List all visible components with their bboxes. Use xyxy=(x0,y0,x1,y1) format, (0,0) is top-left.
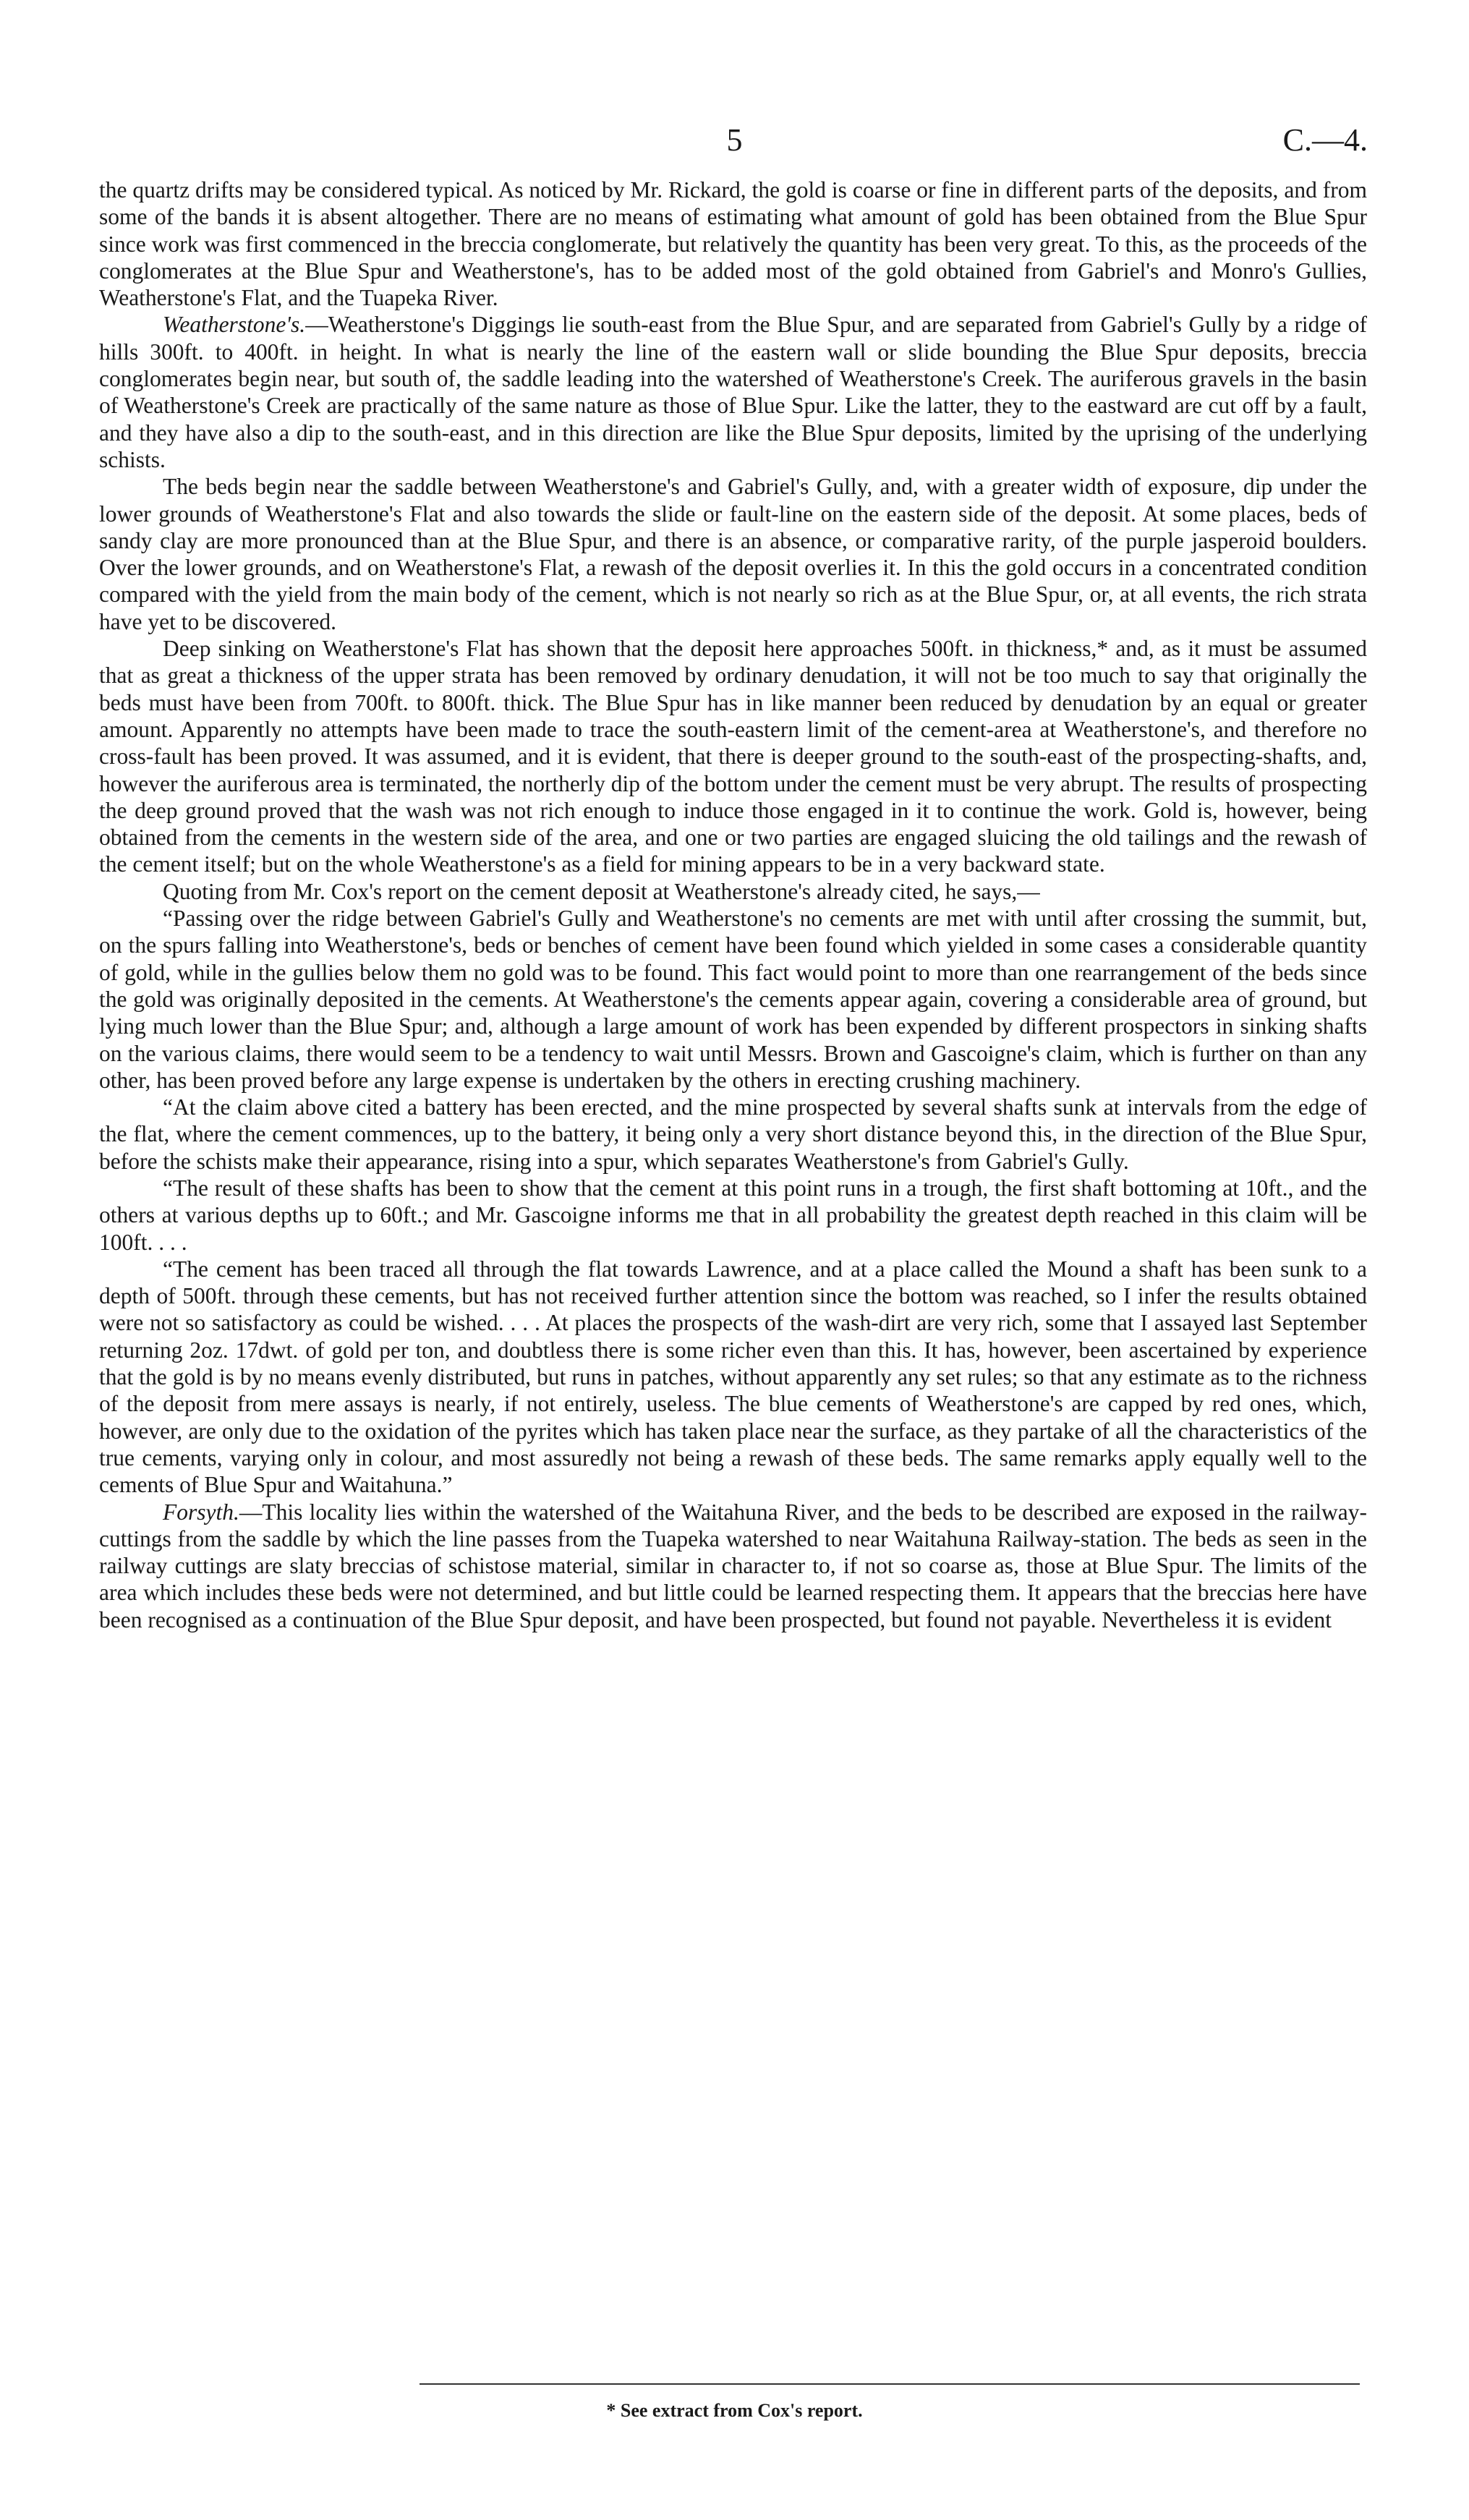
paragraph xyxy=(99,311,1367,473)
section-heading: Forsyth. xyxy=(163,1499,239,1525)
paragraph-text: The beds begin near the saddle between Weatherstone's and Gabriel's Gully, and, with a greater width of exposure, dip under the lower grounds of Weatherstone's Flat and also towards the slide or fault-line on the eastern side of the deposit. At some places, beds of sandy clay are more pronounced than at the Blue Spur, and there is an absence, or comparative rarity, of the purple jasperoid boulders. Over the lower grounds, and on Weatherstone's Flat, a rewash of the deposit overlies it. In this the gold occurs in a concentrated condition compared with the yield from the main body of the cement, which is not nearly so rich as at the Blue Spur, or, at all events, the rich strata have yet to be discovered. xyxy=(99,474,1367,634)
paragraph-text: Deep sinking on Weatherstone's Flat has shown that the deposit here approaches 500ft. in thickness,* and, as it must be assumed that as great a thickness of the upper strata has been removed by ordinary denudation, it will not be too much to say that originally the beds must have been from 700ft. to 800ft. thick. The Blue Spur has in like manner been reduced by denudation by an equal or greater amount. Apparently no attempts have been made to trace the south-eastern limit of the cement-area at Weatherstone's, and therefore no cross-fault has been proved. It was assumed, and it is evident, that there is deeper ground to the south-east of the prospecting-shafts, and, however the auriferous area is terminated, the northerly dip of the bottom under the cement must be very abrupt. The results of prospecting the deep ground proved that the wash was not rich enough to induce those engaged in it to continue the work. Gold is, however, being obtained from the cements in the western side of the area, and one or two parties are engaged sluicing the old tailings and the rewash of the cement itself; but on the whole Weatherstone's as a field for mining appears to be in a very backward state. xyxy=(99,636,1367,877)
paragraph-text: Quoting from Mr. Cox's report on the cement deposit at Weatherstone's already cited, he says,— xyxy=(163,878,1040,904)
paragraph-text: “The cement has been traced all through the flat towards Lawrence, and at a place called the Mound a shaft has been sunk to a depth of 500ft. through these cements, but has not received further attention since the bottom was reached, so I infer the results obtained were not so satisfactory as could be wished. . . . At places the prospects of the wash-dirt are very rich, some that I assayed last September returning 2oz. 17dwt. of gold per ton, and doubtless there is some richer even than this. It has, however, been ascertained by experience that the gold is by no means evenly distributed, but runs in patches, without apparently any set rules; so that any estimate as to the richness of the deposit from mere assays is nearly, if not entirely, useless. The blue cements of Weatherstone's are capped by red ones, which, however, are only due to the oxidation of the pyrites which has taken place near the surface, as they partake of all the characteristics of the true cements, varying only in colour, and most assuredly not being a rewash of these beds. The same remarks apply equally well to the cements of Blue Spur and Waitahuna.” xyxy=(99,1256,1367,1498)
paragraph-text: “At the claim above cited a battery has been erected, and the mine prospected by several shafts sunk at intervals from the edge of the flat, where the cement commences, up to the battery, it being only a very short distance beyond this, in the direction of the Blue Spur, before the schists make their appearance, rising into a spur, which separates Weatherstone's from Gabriel's Gully. xyxy=(99,1094,1367,1174)
paragraph xyxy=(99,473,1367,635)
series-code: C.—4. xyxy=(1282,122,1368,158)
paragraph xyxy=(99,878,1367,905)
quoted-paragraph xyxy=(99,1094,1367,1175)
paragraph xyxy=(99,1499,1367,1633)
paragraph-text: —This locality lies within the watershed of the Waitahuna River, and the beds to be described are exposed in the railway-cuttings from the saddle by which the line passes from the Tuapeka watershed to near Waitahuna Railway-station. The beds as seen in the railway cuttings are slaty breccias of schistose material, similar in character to, if not so coarse as, those at Blue Spur. The limits of the area which includes these beds were not determined, and but little could be learned respecting them. It appears that the breccias here have been recognised as a continuation of the Blue Spur deposit, and have been prospected, but found not payable. Nevertheless it is evident xyxy=(99,1499,1367,1633)
page-number: 5 xyxy=(726,122,743,158)
quoted-paragraph xyxy=(99,905,1367,1094)
paragraph-text: —Weatherstone's Diggings lie south-east from the Blue Spur, and are separated from Gabriel's Gully by a ridge of hills 300ft. to 400ft. in height. In what is nearly the line of the eastern wall or slide bounding the Blue Spur deposits, breccia conglomerates begin near, but south of, the saddle leading into the watershed of Weatherstone's Creek. The auriferous gravels in the basin of Weatherstone's Creek are practically of the same nature as those of Blue Spur. Like the latter, they to the eastward are cut off by a fault, and they have also a dip to the south-east, and in this direction are like the Blue Spur deposits, limited by the uprising of the underlying schists. xyxy=(99,312,1367,472)
paragraph-text: the quartz drifts may be considered typical. As noticed by Mr. Rickard, the gold is coarse or fine in different parts of the deposits, and from some of the bands it is absent altogether. There are no means of estimating what amount of gold has been obtained from the Blue Spur since work was first commenced in the breccia conglomerate, but relatively the quantity has been very great. To this, as the proceeds of the conglomerates at the Blue Spur and Weatherstone's, has to be added most of the gold obtained from Gabriel's and Monro's Gullies, Weatherstone's Flat, and the Tuapeka River. xyxy=(99,177,1367,311)
footnote-divider xyxy=(420,2383,1360,2385)
quoted-paragraph xyxy=(99,1256,1367,1499)
paragraph-text: “The result of these shafts has been to show that the cement at this point runs in a trough, the first shaft bottoming at 10ft., and the others at various depths up to 60ft.; and Mr. Gascoigne informs me that in all probability the greatest depth reached in this claim will be 100ft. . . . xyxy=(99,1175,1367,1255)
footnote: * See extract from Cox's report. xyxy=(606,2400,863,2421)
section-heading: Weatherstone's. xyxy=(163,312,306,338)
quoted-paragraph xyxy=(99,1175,1367,1256)
paragraph xyxy=(99,635,1367,878)
paragraph-text: “Passing over the ridge between Gabriel's Gully and Weatherstone's no cements are met with until after crossing the summit, but, on the spurs falling into Weatherstone's, beds or benches of cement have been found which yielded in some cases a considerable quantity of gold, while in the gullies below them no gold was to be found. This fact would point to more than one rearrangement of the beds since the gold was originally deposited in the cements. At Weatherstone's the cements appear again, covering a considerable area of ground, but lying much lower than the Blue Spur; and, although a large amount of work has been expended by different prospectors in sinking shafts on the various claims, there would seem to be a tendency to wait until Messrs. Brown and Gascoigne's claim, which is further on than any other, has been proved before any large expense is undertaken by the others in erecting crushing machinery. xyxy=(99,906,1367,1093)
paragraph xyxy=(99,176,1367,311)
body-text xyxy=(99,176,1367,1633)
